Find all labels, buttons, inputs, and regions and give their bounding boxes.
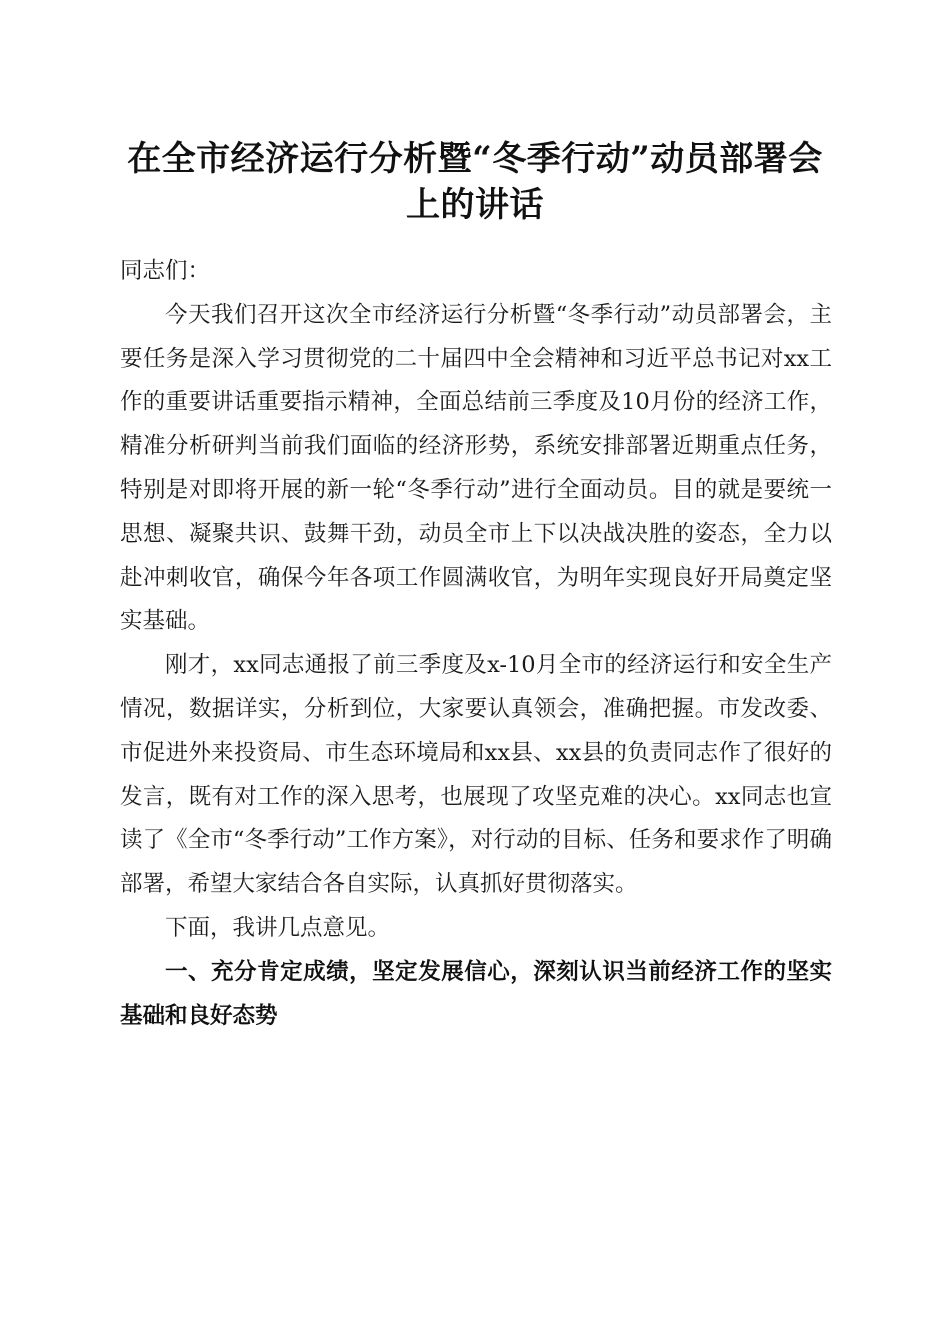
paragraph-opening: 今天我们召开这次全市经济运行分析暨“冬季行动”动员部署会，主要任务是深入学习贯彻党的二十届四中全会精神和习近平总书记对xx工作的重要讲话重要指示精神，全面总结前三季度及10月份的经济工作，精准分析研判当前我们面临的经济形势，系统安排部署近期重点任务，特别是对即将开展的新一轮“冬季行动”进行全面动员。目的就是要统一思想、凝聚共识、鼓舞干劲，动员全市上下以决战决胜的姿态，全力以赴冲刺收官，确保今年各项工作圆满收官，为明年实现良好开局奠定坚实基础。 (120, 301, 832, 635)
document-title: 在全市经济运行分析暨“冬季行动”动员部署会上的讲话 (127, 139, 823, 225)
paragraph-review: 刚才，xx同志通报了前三季度及x-10月全市的经济运行和安全生产情况，数据详实，分析到位，大家要认真领会，准确把握。市发改委、市促进外来投资局、市生态环境局和xx县、xx县的负责同志作了很好的发言，既有对工作的深入思考，也展现了攻坚克难的决心。xx同志也宣读了《全市“冬季行动”工作方案》，对行动的目标、任务和要求作了明确部署，希望大家结合各自实际，认真抓好贯彻落实。 (120, 652, 832, 898)
section-heading-1: 一、充分肯定成绩，坚定发展信心，深刻认识当前经济工作的坚实基础和良好态势 (120, 958, 832, 1029)
salutation: 同志们： (120, 258, 211, 284)
paragraph-transition: 下面，我讲几点意见。 (165, 914, 391, 941)
document-body (120, 250, 832, 1038)
